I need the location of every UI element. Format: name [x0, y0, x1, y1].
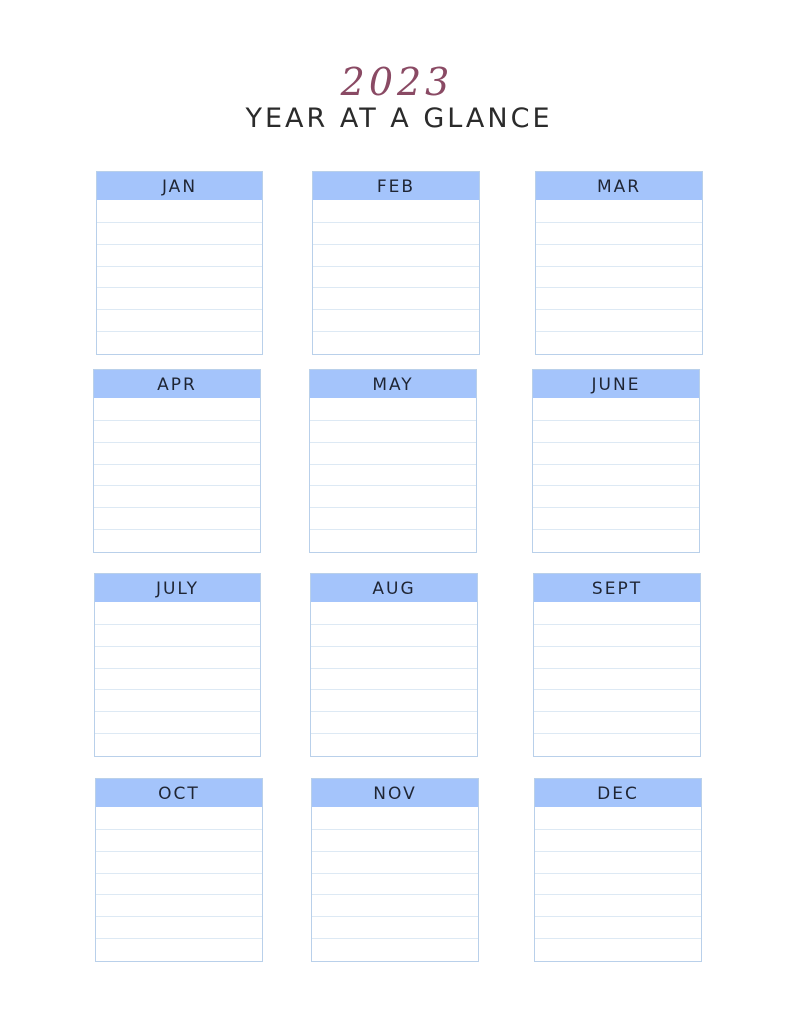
page-title: YEAR AT A GLANCE	[245, 103, 553, 134]
row-line	[535, 873, 701, 874]
month-notes-area[interactable]	[310, 398, 476, 552]
row-line	[96, 829, 262, 830]
month-header: APR	[94, 370, 260, 398]
row-line	[311, 624, 477, 625]
row-line	[536, 309, 702, 310]
month-notes-area[interactable]	[313, 200, 479, 354]
row-line	[534, 733, 700, 734]
row-line	[96, 938, 262, 939]
row-line	[97, 244, 262, 245]
row-line	[312, 873, 478, 874]
month-header: MAR	[536, 172, 702, 200]
month-header: MAY	[310, 370, 476, 398]
month-header: OCT	[96, 779, 262, 807]
row-line	[96, 873, 262, 874]
row-line	[312, 938, 478, 939]
row-line	[311, 711, 477, 712]
row-line	[535, 829, 701, 830]
row-line	[96, 894, 262, 895]
row-line	[95, 624, 260, 625]
row-line	[536, 287, 702, 288]
row-line	[311, 646, 477, 647]
row-line	[535, 938, 701, 939]
month-notes-area[interactable]	[533, 398, 699, 552]
month-header: NOV	[312, 779, 478, 807]
row-line	[310, 529, 476, 530]
month-header: FEB	[313, 172, 479, 200]
row-line	[313, 244, 479, 245]
row-line	[534, 689, 700, 690]
row-line	[97, 287, 262, 288]
row-line	[94, 420, 260, 421]
row-line	[534, 711, 700, 712]
row-line	[311, 668, 477, 669]
row-line	[95, 733, 260, 734]
row-line	[310, 507, 476, 508]
row-line	[534, 624, 700, 625]
row-line	[310, 464, 476, 465]
row-line	[95, 711, 260, 712]
row-line	[533, 464, 699, 465]
row-line	[533, 485, 699, 486]
month-notes-area[interactable]	[534, 602, 700, 756]
row-line	[311, 689, 477, 690]
month-box-mar	[535, 171, 703, 355]
row-line	[95, 646, 260, 647]
row-line	[95, 689, 260, 690]
month-notes-area[interactable]	[94, 398, 260, 552]
row-line	[536, 244, 702, 245]
month-header: DEC	[535, 779, 701, 807]
row-line	[313, 266, 479, 267]
row-line	[310, 442, 476, 443]
row-line	[97, 266, 262, 267]
month-header: JULY	[95, 574, 260, 602]
row-line	[311, 733, 477, 734]
row-line	[312, 851, 478, 852]
row-line	[533, 420, 699, 421]
row-line	[535, 851, 701, 852]
row-line	[313, 287, 479, 288]
row-line	[313, 222, 479, 223]
month-box-oct	[95, 778, 263, 962]
month-box-dec	[534, 778, 702, 962]
month-header: AUG	[311, 574, 477, 602]
month-header: SEPT	[534, 574, 700, 602]
month-notes-area[interactable]	[535, 807, 701, 961]
month-box-sept	[533, 573, 701, 757]
row-line	[313, 331, 479, 332]
row-line	[96, 851, 262, 852]
month-notes-area[interactable]	[536, 200, 702, 354]
row-line	[312, 894, 478, 895]
row-line	[310, 485, 476, 486]
row-line	[536, 266, 702, 267]
row-line	[533, 507, 699, 508]
month-header: JAN	[97, 172, 262, 200]
row-line	[94, 507, 260, 508]
row-line	[94, 485, 260, 486]
row-line	[534, 646, 700, 647]
row-line	[536, 222, 702, 223]
month-box-aug	[310, 573, 478, 757]
row-line	[95, 668, 260, 669]
row-line	[97, 309, 262, 310]
month-header: JUNE	[533, 370, 699, 398]
month-box-nov	[311, 778, 479, 962]
row-line	[97, 222, 262, 223]
month-notes-area[interactable]	[95, 602, 260, 756]
row-line	[533, 529, 699, 530]
row-line	[97, 331, 262, 332]
row-line	[94, 442, 260, 443]
month-box-june	[532, 369, 700, 553]
month-notes-area[interactable]	[96, 807, 262, 961]
row-line	[313, 309, 479, 310]
month-notes-area[interactable]	[97, 200, 262, 354]
month-box-feb	[312, 171, 480, 355]
row-line	[96, 916, 262, 917]
month-notes-area[interactable]	[312, 807, 478, 961]
year-heading: 2023	[340, 60, 454, 104]
row-line	[535, 894, 701, 895]
month-box-apr	[93, 369, 261, 553]
month-box-jan	[96, 171, 263, 355]
row-line	[94, 464, 260, 465]
month-box-july	[94, 573, 261, 757]
row-line	[310, 420, 476, 421]
row-line	[312, 916, 478, 917]
month-box-may	[309, 369, 477, 553]
row-line	[533, 442, 699, 443]
row-line	[535, 916, 701, 917]
row-line	[312, 829, 478, 830]
month-notes-area[interactable]	[311, 602, 477, 756]
row-line	[536, 331, 702, 332]
row-line	[94, 529, 260, 530]
row-line	[534, 668, 700, 669]
